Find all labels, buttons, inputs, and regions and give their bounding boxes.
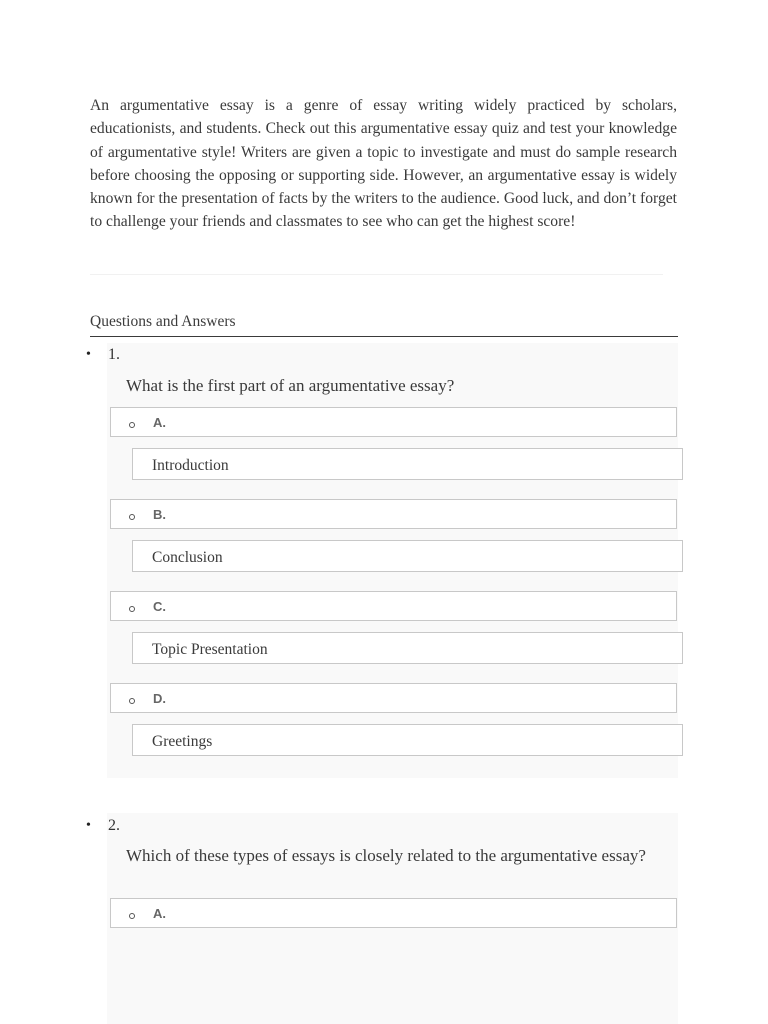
option-letter: B.	[153, 507, 166, 522]
list-bullet: •	[86, 347, 91, 362]
option-letter: A.	[153, 415, 166, 430]
list-bullet: •	[86, 818, 91, 833]
answer-b[interactable]	[132, 540, 683, 572]
answer-text: Greetings	[152, 733, 213, 750]
radio-circle-icon[interactable]	[129, 606, 135, 612]
answer-text: Conclusion	[152, 549, 223, 566]
question-number: 2.	[108, 817, 120, 834]
intro-paragraph: An argumentative essay is a genre of essay writing widely practiced by scholars, educationists, and students. Check out this argumentative essay quiz and test your knowledge of argumentative style! Writers are given a topic to investigate and must do sample research before choosing the opposing or supporting side. However, an argumentative essay is widely known for the presentation of facts by the writers to the audience. Good luck, and don’t forget to challenge your friends and classmates to see who can get the highest score!	[90, 97, 677, 231]
option-a[interactable]	[110, 898, 677, 928]
question-text: What is the first part of an argumentative essay?	[126, 376, 455, 395]
answer-a[interactable]	[132, 448, 683, 480]
section-heading: Questions and Answers	[90, 313, 236, 330]
option-letter: C.	[153, 599, 166, 614]
option-c[interactable]	[110, 591, 677, 621]
option-letter: D.	[153, 691, 166, 706]
divider	[90, 274, 663, 275]
answer-text: Introduction	[152, 457, 229, 474]
radio-circle-icon[interactable]	[129, 698, 135, 704]
answer-c[interactable]	[132, 632, 683, 664]
radio-circle-icon[interactable]	[129, 913, 135, 919]
option-b[interactable]	[110, 499, 677, 529]
radio-circle-icon[interactable]	[129, 422, 135, 428]
option-d[interactable]	[110, 683, 677, 713]
answer-text: Topic Presentation	[152, 641, 268, 658]
radio-circle-icon[interactable]	[129, 514, 135, 520]
option-letter: A.	[153, 906, 166, 921]
question-number: 1.	[108, 346, 120, 363]
answer-d[interactable]	[132, 724, 683, 756]
question-text: Which of these types of essays is closely related to the argumentative essay?	[126, 846, 646, 865]
heading-underline	[90, 336, 678, 337]
option-a[interactable]	[110, 407, 677, 437]
